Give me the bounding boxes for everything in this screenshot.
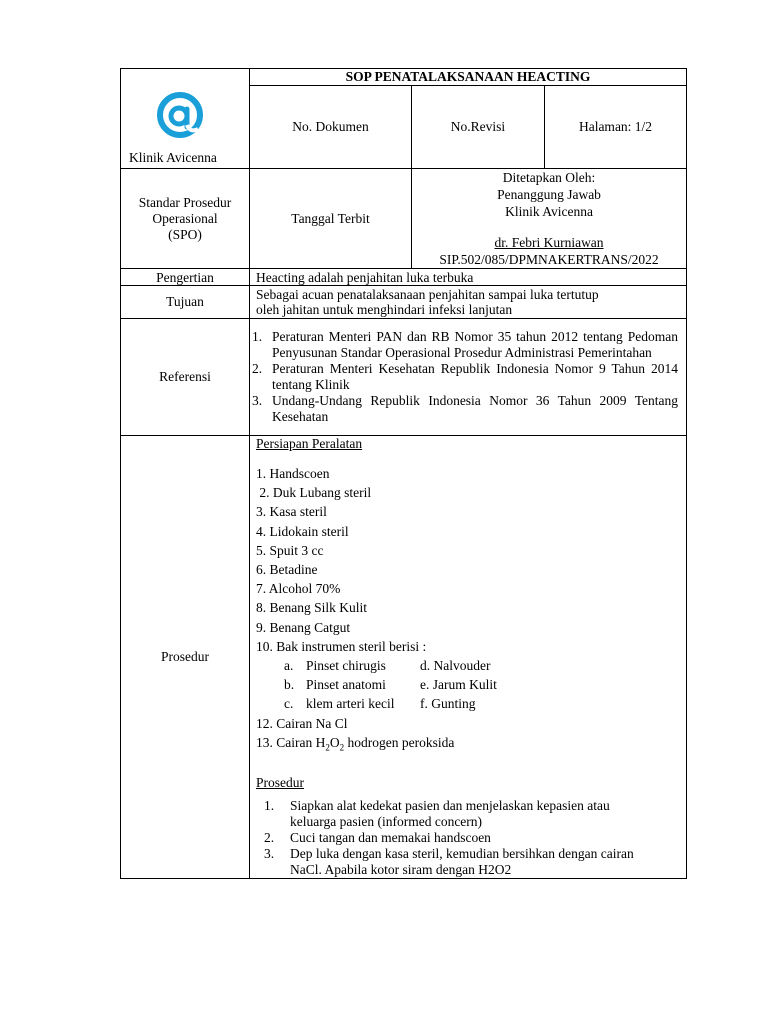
instrument-row: c. klem arteri kecil f. Gunting (284, 696, 476, 712)
persiapan-heading: Persiapan Peralatan (256, 436, 363, 451)
no-dokumen-cell: No. Dokumen (250, 86, 412, 169)
list-item: 1. Siapkan alat kedekat pasien dan menjelaskan kepasien atau keluarga pasien (informed concern) (264, 797, 610, 829)
tujuan-line2: oleh jahitan untuk menghindari infeksi lanjutan (256, 302, 513, 317)
spo-label-cell (121, 169, 250, 269)
ditetapkan-line1: Ditetapkan Oleh: (502, 170, 596, 185)
no-revisi-cell: No.Revisi (412, 86, 545, 169)
instrument-row: b. Pinset anatomi e. Jarum Kulit (284, 677, 497, 693)
equipment-item: 2. Duk Lubang steril (256, 485, 372, 501)
pengertian-label: Pengertian (121, 269, 250, 286)
equipment-item: 4. Lidokain steril (256, 523, 349, 539)
list-item: 2. Cuci tangan dan memakai handscoen (264, 829, 491, 845)
spo-label-line2: Operasional (152, 210, 218, 226)
spo-label-line1: Standar Prosedur (138, 194, 232, 210)
clinic-logo-icon (156, 91, 204, 139)
sip-number: SIP.502/085/DPMNAKERTRANS/2022 (439, 252, 659, 267)
ditetapkan-line3: Klinik Avicenna (505, 204, 593, 219)
clinic-logo-cell (121, 69, 250, 169)
equipment-item: 10. Bak instrumen steril berisi : (256, 638, 427, 654)
halaman-cell: Halaman: 1/2 (545, 86, 687, 169)
equipment-item: 13. Cairan $H_2O_2$ hodrogen peroksida (256, 734, 455, 753)
spo-label-line3: (SPO) (168, 226, 202, 242)
equipment-item: 3. Kasa steril (256, 504, 327, 520)
referensi-cell (250, 319, 687, 436)
list-item: 3. Dep luka dengan kasa steril, kemudian bersihkan dengan cairan NaCl. Apabila kotor siram dengan H2O2 (264, 845, 634, 877)
equipment-item: 6. Betadine (256, 562, 318, 578)
prosedur-steps (256, 798, 680, 878)
pengertian-text: Heacting adalah penjahitan luka terbuka (250, 269, 687, 286)
tujuan-line1: Sebagai acuan penatalaksanaan penjahitan sampai luka tertutup (256, 287, 599, 302)
tanggal-terbit-cell: Tanggal Terbit (250, 169, 412, 269)
instrument-row: a. Pinset chirugis d. Nalvouder (284, 658, 491, 674)
equipment-item: 1. Handscoen (256, 466, 330, 481)
tujuan-label: Tujuan (121, 286, 250, 319)
list-item: 3. Undang-Undang Republik Indonesia Nomor 36 Tahun 2009 Tentang Kesehatan (252, 393, 679, 424)
document-title: SOP PENATALAKSANAAN HEACTING (250, 69, 687, 86)
doctor-name: dr. Febri Kurniawan (494, 235, 604, 250)
list-item: 1. Peraturan Menteri PAN dan RB Nomor 35 tahun 2012 tentang Pedoman Penyusunan Standar Operasional Prosedur Administrasi Pemerintahan (252, 329, 679, 360)
equipment-item: 8. Benang Silk Kulit (256, 600, 367, 616)
clinic-name: Klinik Avicenna (129, 150, 217, 165)
referensi-label: Referensi (121, 319, 250, 436)
equipment-item: 7. Alcohol 70% (256, 581, 341, 597)
referensi-list (250, 329, 686, 425)
list-item: 2. Peraturan Menteri Kesehatan Republik Indonesia Nomor 9 Tahun 2014 tentang Klinik (252, 361, 679, 392)
sop-table (120, 68, 687, 879)
ditetapkan-cell (412, 169, 687, 269)
prosedur-label: Prosedur (121, 436, 250, 879)
tujuan-text (250, 286, 687, 319)
prosedur-cell (250, 436, 687, 879)
ditetapkan-line2: Penanggung Jawab (497, 187, 601, 202)
equipment-item: 5. Spuit 3 cc (256, 542, 324, 558)
equipment-item: 9. Benang Catgut (256, 619, 351, 635)
equipment-item: 12. Cairan Na Cl (256, 715, 348, 731)
prosedur-heading: Prosedur (256, 774, 304, 790)
